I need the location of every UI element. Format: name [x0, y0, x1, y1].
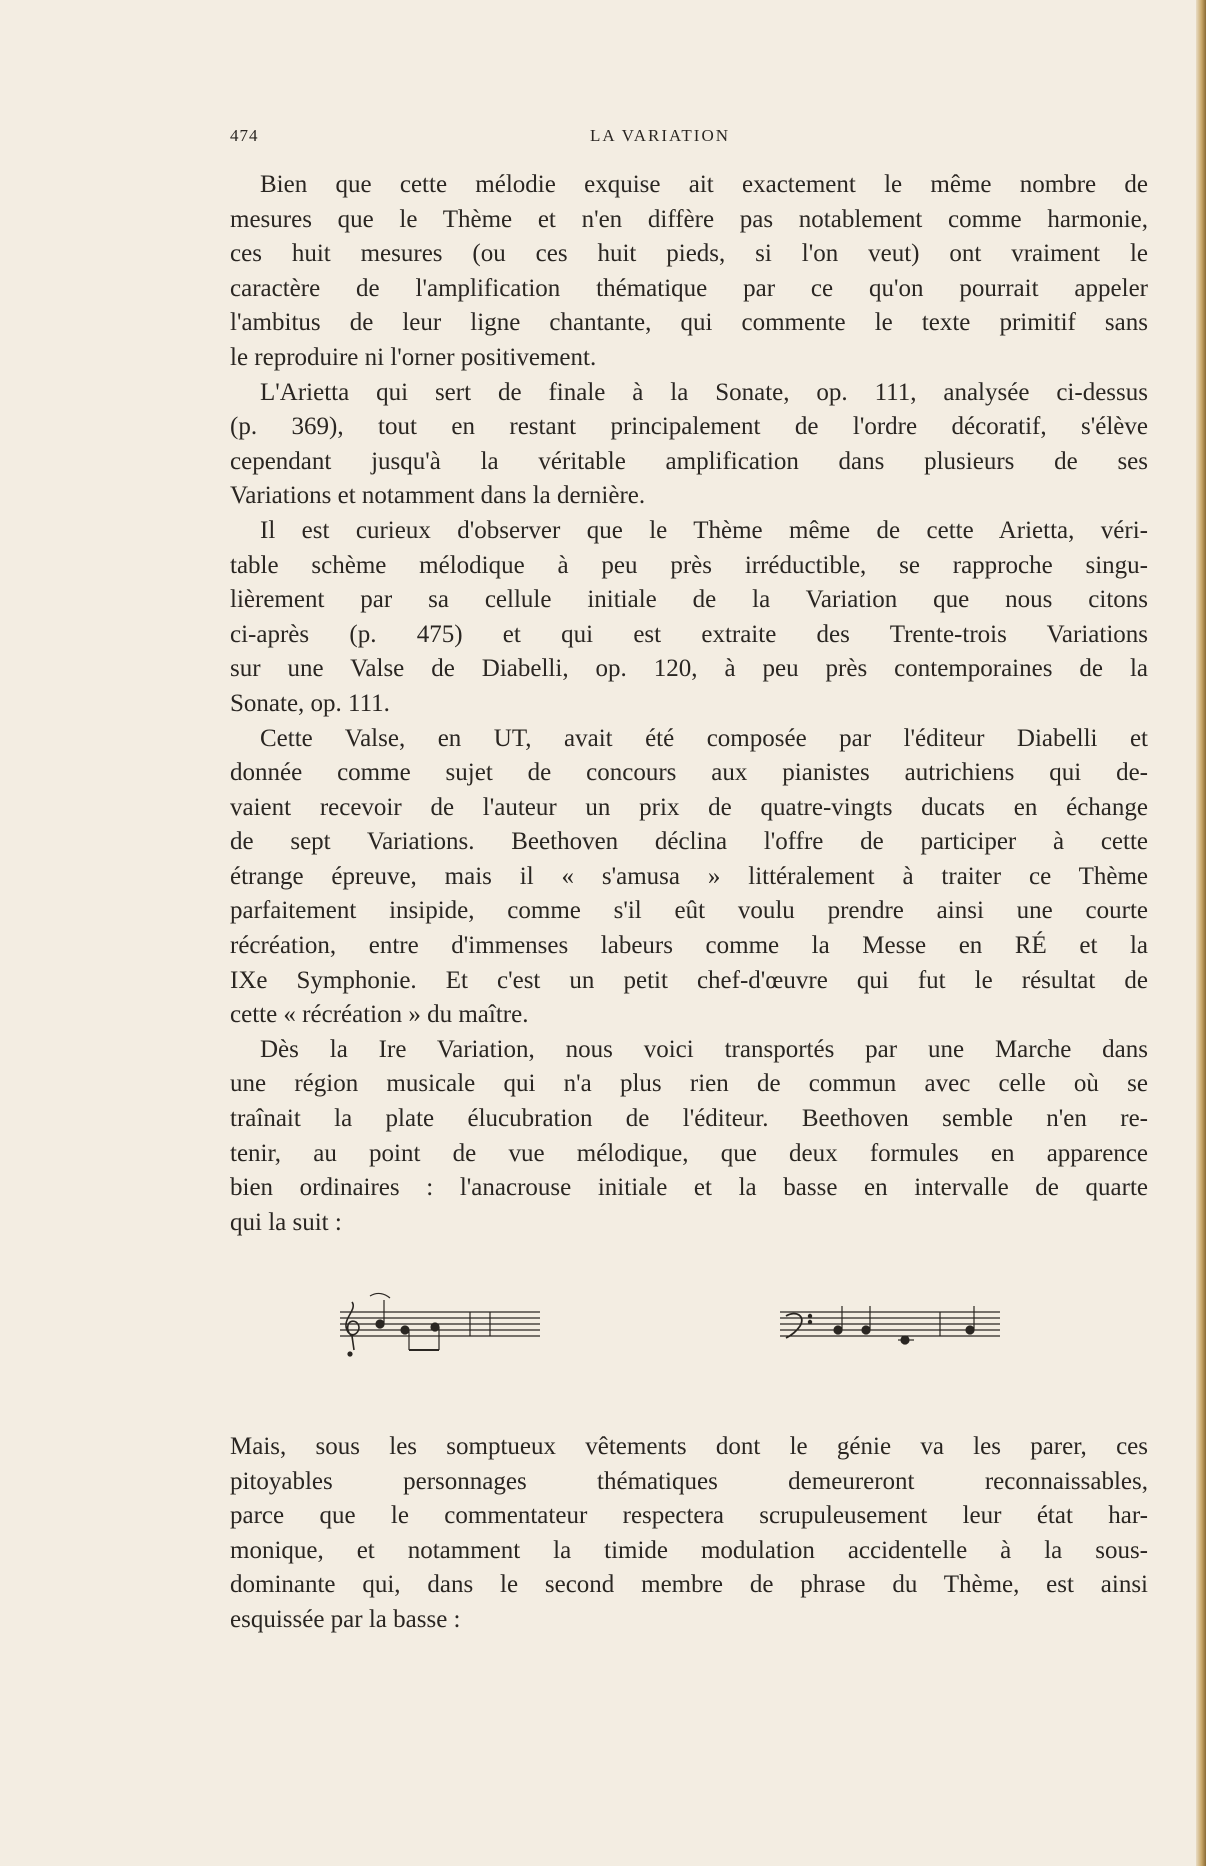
text-line: qui la suit : [230, 1208, 342, 1236]
text-line: tenir, au point de vue mélodique, que deux formules en apparence [230, 1139, 1148, 1167]
text-line: mesures que le Thème et n'en diffère pas notablement comme harmonie, [230, 205, 1148, 233]
text-line: Mais, sous les somptueux vêtements dont le génie va les parer, ces [230, 1433, 1148, 1460]
text-line: sur une Valse de Diabelli, op. 120, à peu près contemporaines de la [230, 655, 1148, 683]
text-line: ci-après (p. 475) et qui est extraite des Trente-trois Variations [230, 620, 1148, 648]
music-examples [230, 1290, 1148, 1370]
body-text [230, 168, 1148, 1240]
treble-staff-example [340, 1293, 540, 1356]
music-staff-figure [230, 1290, 1148, 1370]
text-line: parce que le commentateur respectera scrupuleusement leur état har- [230, 1502, 1148, 1530]
text-line: cette « récréation » du maître. [230, 1001, 529, 1029]
text-line: L'Arietta qui sert de finale à la Sonate, op. 111, analysée ci-dessus [260, 378, 1148, 406]
text-line: parfaitement insipide, comme s'il eût voulu prendre ainsi une courte [230, 897, 1148, 925]
text-line: vaient recevoir de l'auteur un prix de quatre-vingts ducats en échange [230, 793, 1148, 821]
bass-staff-example [780, 1306, 1000, 1344]
text-line: Sonate, op. 111. [230, 689, 390, 717]
text-line: récréation, entre d'immenses labeurs comme la Messe en RÉ et la [230, 932, 1148, 960]
text-line: caractère de l'amplification thématique par ce qu'on pourrait appeler [230, 274, 1148, 302]
text-line: (p. 369), tout en restant principalement de l'ordre décoratif, s'élève [230, 413, 1148, 441]
paragraph [230, 1430, 1148, 1638]
page-header [230, 126, 1148, 150]
text-line: Il est curieux d'observer que le Thème même de cette Arietta, véri- [260, 516, 1148, 544]
paragraph [230, 168, 1148, 376]
running-title: LA VARIATION [590, 126, 731, 145]
body-text-continued [230, 1430, 1148, 1638]
paragraph [230, 514, 1148, 722]
text-line: Variations et notamment dans la dernière. [230, 482, 646, 510]
text-line: monique, et notamment la timide modulation accidentelle à la sous- [230, 1536, 1148, 1564]
text-line: étrange épreuve, mais il « s'amusa » littéralement à traiter ce Thème [230, 862, 1148, 890]
text-line: traînait la plate élucubration de l'éditeur. Beethoven semble n'en re- [230, 1105, 1148, 1133]
text-line: Dès la Ire Variation, nous voici transportés par une Marche dans [260, 1035, 1148, 1063]
text-line: dominante qui, dans le second membre de phrase du Thème, est ainsi [230, 1571, 1148, 1599]
text-line: Cette Valse, en UT, avait été composée par l'éditeur Diabelli et [260, 724, 1148, 752]
text-line: pitoyables personnages thématiques demeureront reconnaissables, [230, 1467, 1148, 1495]
text-line: le reproduire ni l'orner positivement. [230, 343, 597, 371]
text-line: Bien que cette mélodie exquise ait exactement le même nombre de [260, 171, 1148, 198]
page-edge [1196, 0, 1206, 1866]
text-line: bien ordinaires : l'anacrouse initiale et la basse en intervalle de quarte [230, 1174, 1148, 1202]
text-line: une région musicale qui n'a plus rien de commun avec celle où se [230, 1070, 1148, 1098]
text-line: cependant jusqu'à la véritable amplification dans plusieurs de ses [230, 447, 1148, 475]
paragraph [230, 722, 1148, 1033]
paragraph [230, 1033, 1148, 1241]
text-line: IXe Symphonie. Et c'est un petit chef-d'œuvre qui fut le résultat de [230, 966, 1148, 994]
text-line: ces huit mesures (ou ces huit pieds, si l'on veut) ont vraiment le [230, 240, 1148, 268]
text-line: de sept Variations. Beethoven déclina l'offre de participer à cette [230, 828, 1148, 856]
paragraph [230, 376, 1148, 514]
text-line: l'ambitus de leur ligne chantante, qui commente le texte primitif sans [230, 309, 1148, 337]
text-line: table schème mélodique à peu près irréductible, se rapproche singu- [230, 551, 1148, 579]
text-line: donnée comme sujet de concours aux pianistes autrichiens qui de- [230, 759, 1148, 787]
text-line: esquissée par la basse : [230, 1605, 461, 1633]
text-line: lièrement par sa cellule initiale de la Variation que nous citons [230, 586, 1148, 614]
page-number: 474 [230, 126, 259, 145]
